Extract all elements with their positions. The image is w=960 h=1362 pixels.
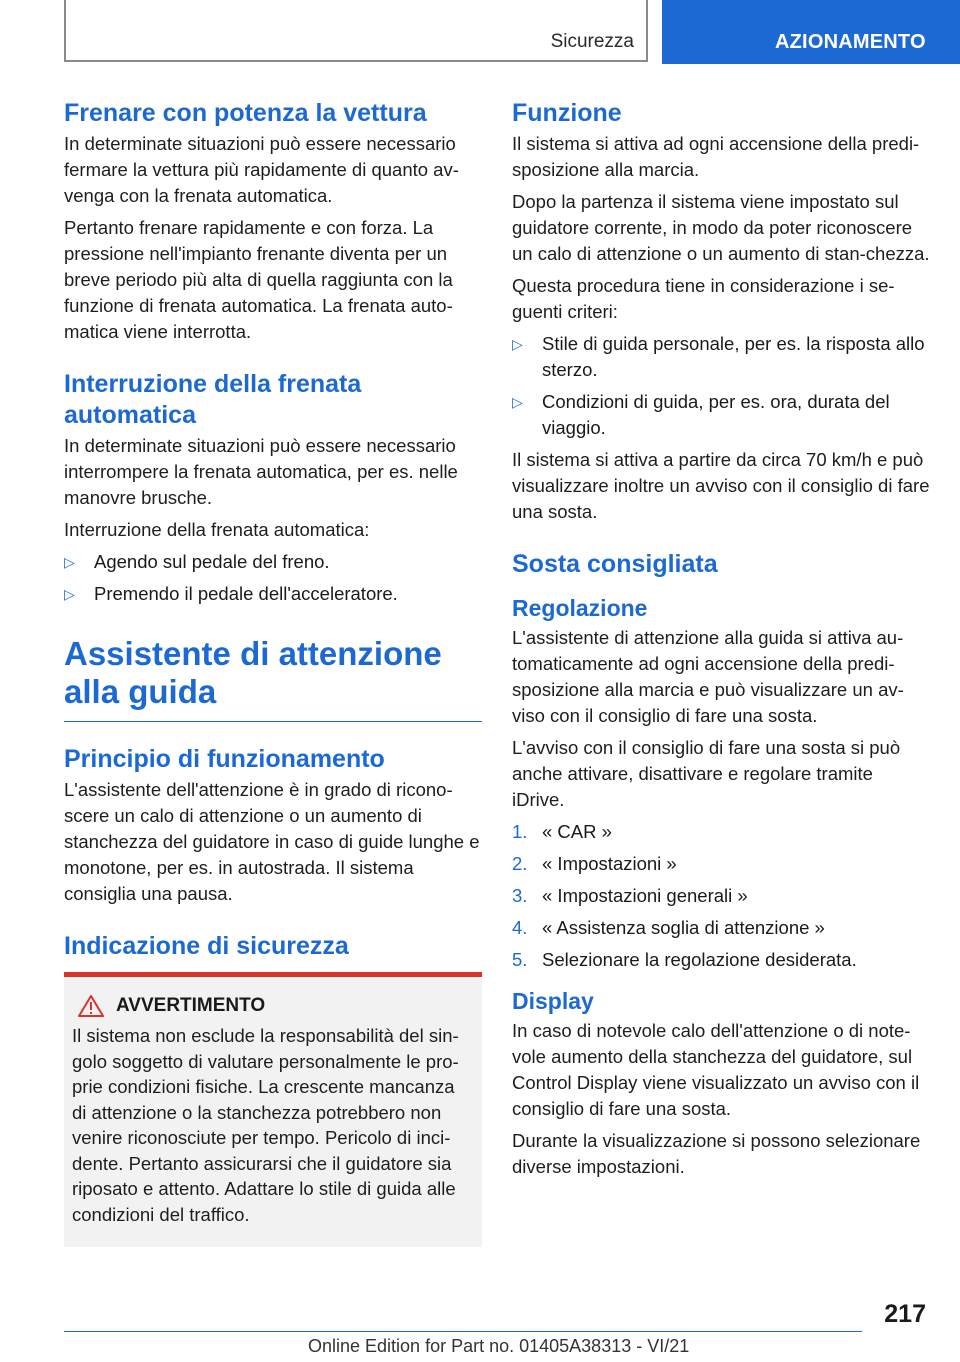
heading-funzione: Funzione bbox=[512, 99, 622, 127]
heading-indicazione: Indicazione di sicurezza bbox=[64, 932, 349, 960]
list-item: ▷ Premendo il pedale dell'acceleratore. bbox=[64, 581, 482, 607]
paragraph: In determinate situazioni può essere necessario interrompere la frenata automatica, per es. nelle manovre brusche. bbox=[64, 435, 458, 508]
heading-regolazione: Regolazione bbox=[512, 595, 648, 621]
header-chapter-label: AZIONAMENTO bbox=[775, 31, 926, 53]
warning-title bbox=[78, 995, 474, 1017]
page-number: 217 bbox=[884, 1300, 926, 1328]
triangle-right-icon: ▷ bbox=[512, 394, 523, 410]
heading-display: Display bbox=[512, 988, 594, 1014]
paragraph: Interruzione della frenata automatica: bbox=[64, 519, 370, 540]
triangle-right-icon: ▷ bbox=[64, 586, 75, 602]
paragraph: L'assistente dell'attenzione è in grado di ricono-scere un calo di attenzione o un aumento di stanchezza del guidatore in caso di guide lunghe e monotone, per es. in autostrada. Il sistema consiglia una pausa. bbox=[64, 779, 480, 904]
bullet-list bbox=[512, 331, 930, 441]
heading-principio: Principio di funzionamento bbox=[64, 745, 385, 773]
bullet-list bbox=[64, 549, 482, 607]
header-section-label: Sicurezza bbox=[550, 31, 634, 52]
paragraph: Questa procedura tiene in considerazione i se-guenti criteri: bbox=[512, 275, 895, 322]
right-column bbox=[512, 98, 930, 1186]
header-chapter-tab bbox=[662, 0, 960, 64]
paragraph: In caso di notevole calo dell'attenzione o di note-vole aumento della stanchezza del guidatore, sul Control Display viene visualizzato un avviso con il consiglio di fare una sosta. bbox=[512, 1020, 920, 1119]
triangle-right-icon: ▷ bbox=[512, 336, 523, 352]
list-item: 2. « Impostazioni » bbox=[512, 853, 677, 874]
triangle-right-icon: ▷ bbox=[64, 554, 75, 570]
list-item: ▷ Stile di guida personale, per es. la risposta allo sterzo. bbox=[512, 333, 925, 380]
warning-title-text: AVVERTIMENTO bbox=[116, 995, 266, 1016]
paragraph: Durante la visualizzazione si possono selezionare diverse impostazioni. bbox=[512, 1130, 921, 1177]
list-item: 4. « Assistenza soglia di attenzione » bbox=[512, 917, 825, 938]
left-column bbox=[64, 98, 482, 1247]
list-item: 5. Selezionare la regolazione desiderata. bbox=[512, 949, 857, 970]
warning-text: Il sistema non esclude la responsabilità del sin-golo soggetto di valutare personalmente le pro-prie condizioni fisiche. La crescente mancanza di attenzione o la stanchezza potrebbero non venire riconosciute per tempo. Pericolo di inci-dente. Pertanto assicurarsi che il guidatore sia riposato e attento. Adattare lo stile di guida alle condizioni del traffico. bbox=[72, 1025, 459, 1225]
list-item: 3. « Impostazioni generali » bbox=[512, 885, 748, 906]
paragraph: L'avviso con il consiglio di fare una sosta si può anche attivare, disattivare e regolare tramite iDrive. bbox=[512, 737, 901, 810]
list-item: 1. « CAR » bbox=[512, 821, 612, 842]
list-item: ▷ Agendo sul pedale del freno. bbox=[64, 549, 482, 575]
steps-list bbox=[512, 819, 930, 973]
heading-assistente: Assistente di attenzione alla guida bbox=[64, 635, 482, 722]
heading-frenare: Frenare con potenza la vettura bbox=[64, 99, 427, 127]
warning-box bbox=[64, 972, 482, 1247]
footer-edition: Online Edition for Part no. 01405A38313 - VI/21 bbox=[308, 1336, 690, 1356]
paragraph: Pertanto frenare rapidamente e con forza. La pressione nell'impianto frenante diventa per un breve periodo più alta di quella raggiunta con la funzione di frenata automatica. La frenata auto-matica viene interrotta. bbox=[64, 217, 453, 342]
heading-sosta: Sosta consigliata bbox=[512, 550, 718, 578]
list-item: ▷ Condizioni di guida, per es. ora, durata del viaggio. bbox=[512, 391, 890, 438]
paragraph: L'assistente di attenzione alla guida si attiva au-tomaticamente ad ogni accensione della predi-sposizione alla marcia e può visualizzare un av-viso con il consiglio di fare una sosta. bbox=[512, 627, 904, 726]
paragraph: Il sistema si attiva a partire da circa 70 km/h e può visualizzare inoltre un avviso con il consiglio di fare una sosta. bbox=[512, 449, 930, 522]
paragraph: In determinate situazioni può essere necessario fermare la vettura più rapidamente di quanto av-venga con la frenata automatica. bbox=[64, 133, 459, 206]
paragraph: Il sistema si attiva ad ogni accensione della predi-sposizione alla marcia. bbox=[512, 133, 920, 180]
header-section-tab bbox=[64, 0, 648, 62]
footer-divider bbox=[64, 1331, 862, 1332]
paragraph: Dopo la partenza il sistema viene impostato sul guidatore corrente, in modo da poter riconoscere un calo di attenzione o un aumento di stan-chezza. bbox=[512, 191, 930, 264]
warning-triangle-icon bbox=[78, 995, 104, 1017]
heading-interruzione: Interruzione della frenata automatica bbox=[64, 370, 362, 429]
